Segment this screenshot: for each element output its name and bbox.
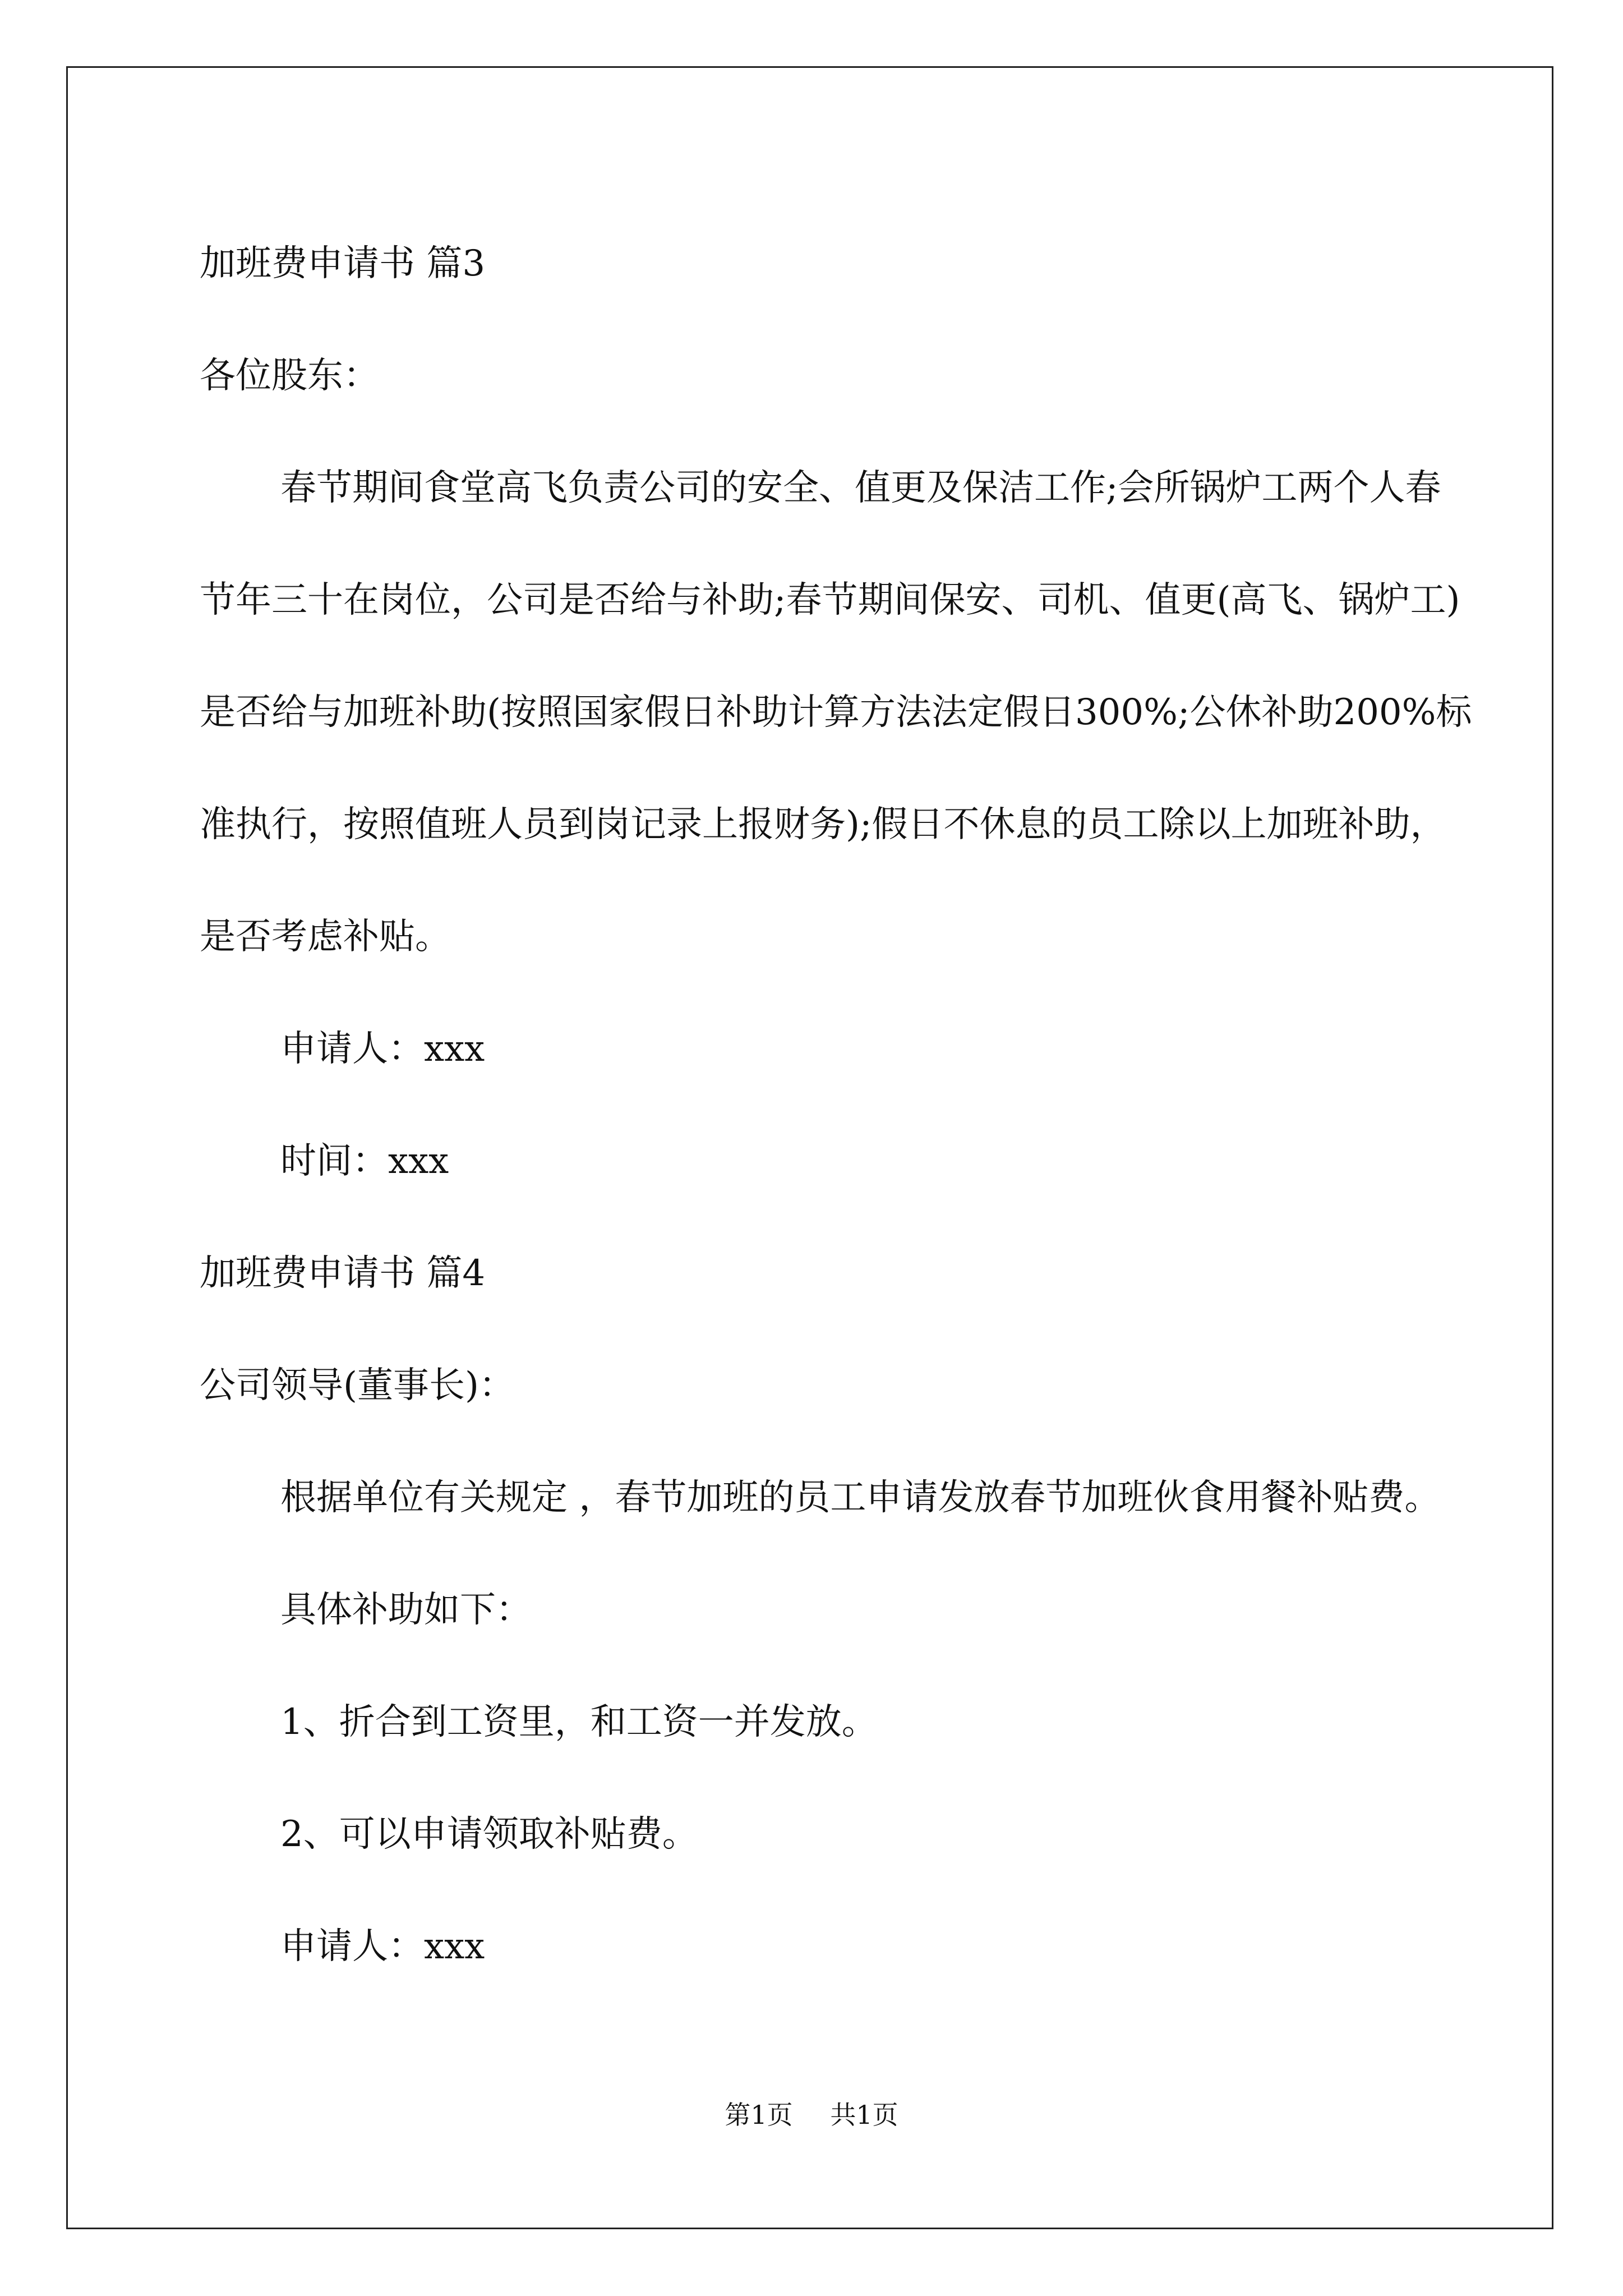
applicant-line: 申请人：xxx (280, 1926, 485, 1967)
body-paragraph: 春节期间食堂高飞负责公司的安全、值更及保洁工作;会所锅炉工两个人春节年三十在岗位，公司是否给与补助;春节期间保安、司机、值更(高飞、锅炉工)是否给与加班补助(按照国家假日补助计算方法法定假日300%;公休补助200%标准执行，按照值班人员到岗记录上报财务);假日不休息的员工除以上加班补助，是否考虑补贴。 (200, 467, 1472, 958)
page-footer (0, 2098, 1623, 2132)
salutation: 各位股东： (200, 355, 379, 397)
salutation: 公司领导(董事长)： (200, 1365, 515, 1406)
section-heading: 加班费申请书 篇3 (200, 243, 486, 284)
applicant-line: 申请人：xxx (280, 1028, 485, 1070)
list-item: 2、可以申请领取补贴费。 (280, 1814, 698, 1855)
body-paragraph: 根据单位有关规定 ，春节加班的员工申请发放春节加班伙食用餐补贴费。 (280, 1477, 1441, 1519)
list-item: 1、折合到工资里，和工资一并发放。 (280, 1701, 878, 1743)
document-body (200, 208, 1473, 2003)
details-intro: 具体补助如下： (280, 1589, 532, 1631)
time-line: 时间：xxx (280, 1140, 449, 1182)
section-heading: 加班费申请书 篇4 (200, 1253, 486, 1294)
page-number-total: 共1页 (830, 2100, 898, 2130)
page-number-current: 第1页 (725, 2100, 793, 2130)
